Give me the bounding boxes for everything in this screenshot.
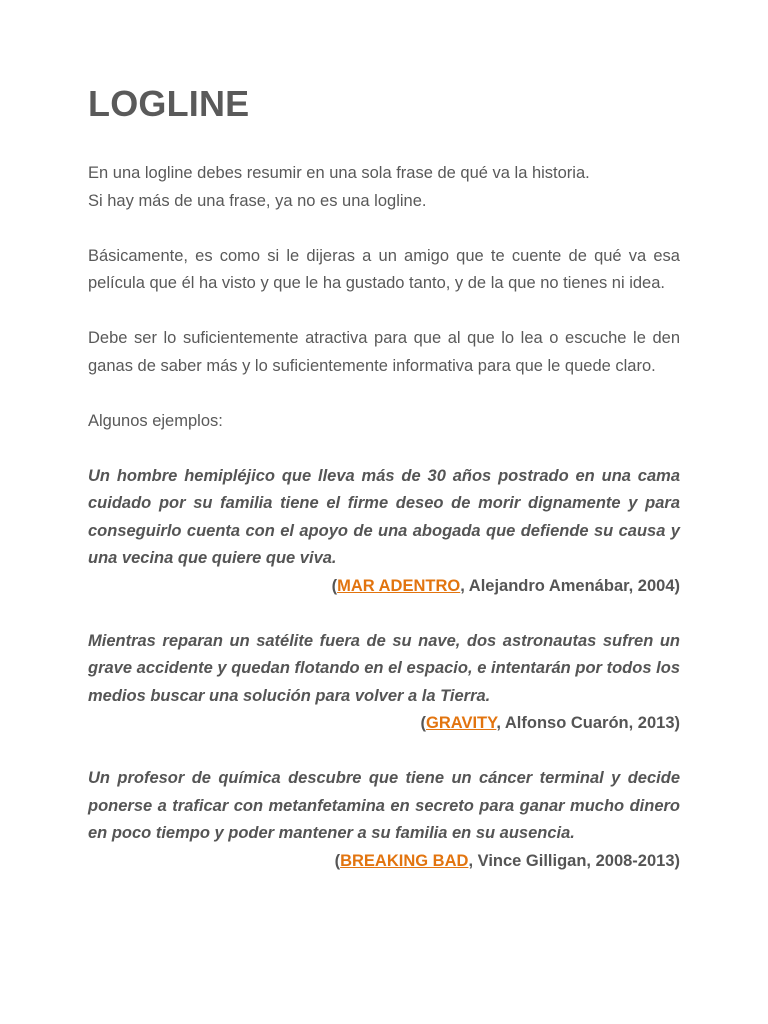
page-title: LOGLINE — [88, 83, 250, 124]
examples-heading: Algunos ejemplos: — [88, 411, 223, 430]
example-credit — [88, 710, 680, 738]
credit-details: , Alejandro Amenábar, 2004) — [460, 576, 680, 595]
example-logline: Un hombre hemipléjico que lleva más de 30 años postrado en una cama cuidado por su familia tiene el firme deseo de morir dignamente y para conseguirlo cuenta con el apoyo de una abogada que defiende su causa y una vecina que quiere que viva. — [88, 466, 680, 567]
example-block — [88, 463, 680, 601]
intro-block — [88, 160, 680, 215]
credit-open-paren: ( — [331, 576, 338, 595]
example-credit — [88, 573, 680, 601]
document-page — [88, 78, 680, 875]
film-link-mar-adentro[interactable]: MAR ADENTRO — [337, 576, 461, 595]
intro-line-2: Si hay más de una frase, ya no es una logline. — [88, 191, 427, 210]
intro-line-1: En una logline debes resumir en una sola frase de qué va la historia. — [88, 164, 590, 182]
film-link-gravity[interactable]: GRAVITY — [426, 714, 497, 732]
example-block — [88, 628, 680, 738]
credit-details: , Alfonso Cuarón, 2013) — [496, 714, 680, 732]
credit-open-paren: ( — [420, 714, 427, 732]
paragraph-explanation: Básicamente, es como si le dijeras a un amigo que te cuente de qué va esa película que él ha visto y que le ha gustado tanto, y de la que no tienes ni idea. — [88, 246, 680, 292]
paragraph-attractive: Debe ser lo suficientemente atractiva para que al que lo lea o escuche le den ganas de saber más y lo suficientemente informativa para que le quede claro. — [88, 329, 680, 375]
example-credit — [88, 848, 680, 876]
example-block — [88, 765, 680, 875]
example-logline: Mientras reparan un satélite fuera de su nave, dos astronautas sufren un grave accidente y quedan flotando en el espacio, e intentarán por todos los medios buscar una solución para volver a la Tierra. — [88, 631, 680, 705]
film-link-breaking-bad[interactable]: BREAKING BAD — [340, 851, 469, 870]
credit-details: , Vince Gilligan, 2008-2013) — [468, 851, 680, 870]
credit-open-paren: ( — [334, 851, 341, 870]
example-logline: Un profesor de química descubre que tiene un cáncer terminal y decide ponerse a traficar con metanfetamina en secreto para ganar mucho dinero en poco tiempo y poder mantener a su familia en su ausencia. — [88, 769, 680, 842]
